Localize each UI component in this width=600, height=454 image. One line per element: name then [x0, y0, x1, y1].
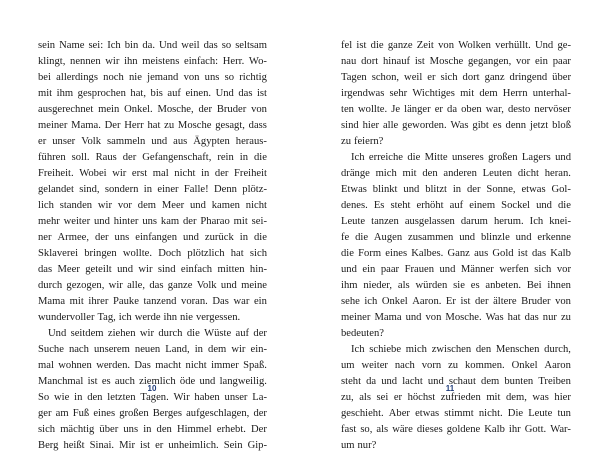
text-line: zu feiern?	[341, 135, 384, 147]
text-line: ihm nieder, als würden sie es anbeten. Bei ihnen	[341, 279, 571, 291]
text-line: Leute tanzen ausgelassen darum herum. Ich knei-	[341, 215, 571, 227]
text-line: Ich schiebe mich zwischen den Menschen durch,	[351, 343, 571, 355]
text-line: Tagen schon, weil er sich dort ganz dringend über	[341, 71, 571, 83]
text-line: ner Armee, der uns einfangen und zurück in die	[38, 231, 267, 243]
text-line: Freiheit. Wobei wir erst mal nicht in der Freiheit	[38, 167, 267, 179]
left-page	[0, 0, 300, 451]
text-line: mal wohnen werden. Das macht nicht immer Spaß.	[38, 359, 267, 371]
text-line: Berg heißt Sinai. Mir ist er unheimlich. Sein Gip-	[38, 439, 267, 451]
text-line: Sklaverei bringen wollte. Doch plötzlich hat sich	[38, 247, 267, 259]
text-line: bei allerdings noch nie jemand von uns so richtig	[38, 71, 267, 83]
text-line: mit ihm gesprochen hat, bis auf einen. Und das ist	[38, 87, 267, 99]
text-line: ausgerechnet mein Onkel. Mosche, der Bruder von	[38, 103, 267, 115]
text-line: lich standen wir vor dem Meer und kamen nicht	[38, 199, 267, 211]
text-line: sich mächtig über uns in den Himmel erhebt. Der	[38, 423, 267, 435]
text-line: fe die Augen zusammen und blinzle und erkenne	[341, 231, 571, 243]
text-line: mehr weiter und hinter uns kam der Pharao mit sei-	[38, 215, 267, 227]
text-line: fel ist die ganze Zeit von Wolken verhüllt. Und ge-	[341, 39, 571, 51]
text-line: ten wollte. Je länger er da oben war, desto nervöser	[341, 103, 571, 115]
text-line: um nur?	[341, 439, 377, 451]
text-line: dränge mich mit den anderen Leuten dicht heran.	[341, 167, 571, 179]
text-line: und ein paar Frauen und Männer werfen sich vor	[341, 263, 571, 275]
text-line: fast so, als wäre dieses goldene Kalb ihr Gott. War-	[341, 423, 571, 435]
text-line: das Meer geteilt und wir sind einfach mitten hin-	[38, 263, 267, 275]
text-line: zu, als sei er höchst zufrieden mit dem, was hier	[341, 391, 571, 403]
text-line: wundervoller Tag, ich werde ihn nie vergessen.	[38, 311, 241, 323]
text-line: geschieht. Aber etwas stimmt nicht. Die Leute tun	[341, 407, 571, 419]
right-page-number: 11	[445, 384, 455, 393]
text-line: Suche nach unserem neuen Land, in dem wir ein-	[38, 343, 267, 355]
text-line: er unser Volk sammeln und aus Ägypten heraus-	[38, 135, 267, 147]
text-line: bedeuten?	[341, 327, 384, 339]
text-line: steht da und lacht und schaut dem bunten Treiben	[341, 375, 571, 387]
text-line: durch gezogen, wir alle, das ganze Volk und meine	[38, 279, 267, 291]
text-line: meiner Mama. Der Herr hat zu Mosche gesagt, dass	[38, 119, 267, 131]
right-page	[300, 0, 600, 451]
text-line: Mama mit ihrer Pauke tanzend voran. Das war ein	[38, 295, 267, 307]
text-line: sein Name sei: Ich bin da. Und weil das so seltsam	[38, 39, 267, 51]
text-line: klingt, nennen wir ihn meistens einfach: Herr. Wo-	[38, 55, 267, 67]
text-line: sehe ich Onkel Aaron. Er ist der ältere Bruder von	[341, 295, 571, 307]
text-line: So wie in den letzten Tagen. Wir haben unser La-	[38, 391, 267, 403]
text-line: nau dort hinauf ist Mosche gegangen, vor ein paar	[341, 55, 571, 67]
text-line: Und seitdem ziehen wir durch die Wüste auf der	[48, 327, 267, 339]
text-line: irgendwas sehr Wichtiges mit dem Herrn unterhal-	[341, 87, 571, 99]
left-page-number: 10	[147, 384, 157, 393]
text-line: führen soll. Raus der Gefangenschaft, rein in die	[38, 151, 267, 163]
text-line: Ich erreiche die Mitte unseres großen Lagers und	[351, 151, 571, 163]
text-line: denes. Es steht erhöht auf einem Sockel und die	[341, 199, 571, 211]
text-line: Etwas blinkt und blitzt in der Sonne, etwas Gol-	[341, 183, 571, 195]
text-line: ger am Fuß eines großen Berges aufgeschlagen, der	[38, 407, 267, 419]
text-line: die Form eines Kalbes. Ganz aus Gold ist das Kalb	[341, 247, 571, 259]
text-line: Manchmal ist es auch ziemlich öde und langweilig.	[38, 375, 267, 387]
text-line: sind hier alle geworden. Was gibt es denn jetzt bloß	[341, 119, 571, 131]
text-line: gelandet sind, sondern in einer Falle! Denn plötz-	[38, 183, 267, 195]
text-line: um weiter nach vorn zu kommen. Onkel Aaron	[341, 359, 571, 371]
text-line: meiner Mama und von Mosche. Was hat das nur zu	[341, 311, 571, 323]
